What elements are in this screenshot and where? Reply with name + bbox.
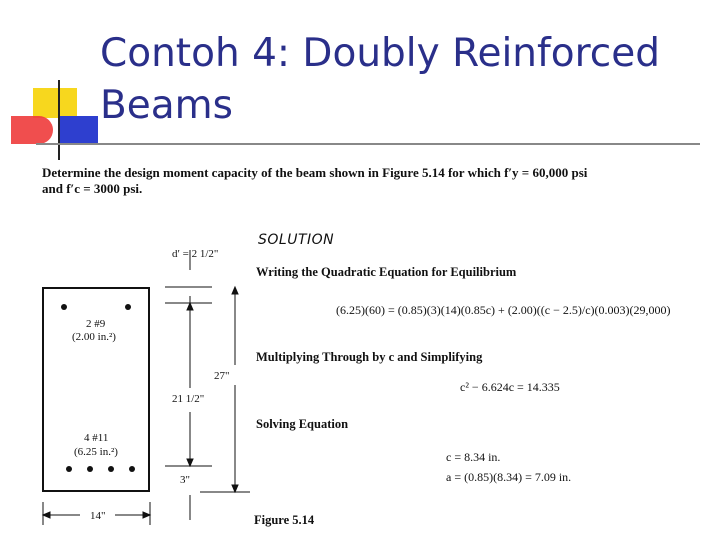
step2-equation: c² − 6.624c = 14.335 [460,380,560,394]
top-bars-area: (2.00 in.²) [72,331,116,343]
title-divider [36,143,700,145]
decor-vertical-line [58,80,60,160]
solution-label: SOLUTION [258,232,335,248]
decor-yellow-block [33,88,77,118]
step2-heading: Multiplying Through by c and Simplifying [256,350,483,364]
decor-red-block [11,116,53,144]
dimension-lines [0,240,250,540]
slide-title-line2: Beams [100,83,233,128]
slide-title [100,28,700,132]
top-bars-label: 2 #9 [86,318,106,330]
step3-equation2: a = (0.85)(8.34) = 7.09 in. [446,470,572,484]
step3-equation1: c = 8.34 in. [446,450,501,464]
bottom-bars-label: 4 #11 [84,432,109,444]
step1-heading: Writing the Quadratic Equation for Equilibrium [256,265,517,279]
figure-caption: Figure 5.14 [254,513,315,527]
decor-blue-block [58,116,98,144]
bottom-bars-area: (6.25 in.²) [74,446,118,458]
problem-line2: and f′c = 3000 psi. [42,181,143,196]
problem-line1: Determine the design moment capacity of the beam shown in Figure 5.14 for which f′y = 60,000 psi [42,165,588,180]
slide-title-line1: Contoh 4: Doubly Reinforced [100,31,660,76]
step1-equation: (6.25)(60) = (0.85)(3)(14)(0.85c) + (2.00)((c − 2.5)/c)(0.003)(29,000) [336,303,671,317]
step3-heading: Solving Equation [256,417,349,431]
depth-21-label: 21 1/2" [172,393,205,405]
width-14-label: 14" [90,510,106,522]
d-prime-label: d′ = 2 1/2" [172,248,219,260]
depth-27-label: 27" [214,370,230,382]
cover-3-label: 3" [180,474,190,486]
problem-statement [42,165,602,197]
